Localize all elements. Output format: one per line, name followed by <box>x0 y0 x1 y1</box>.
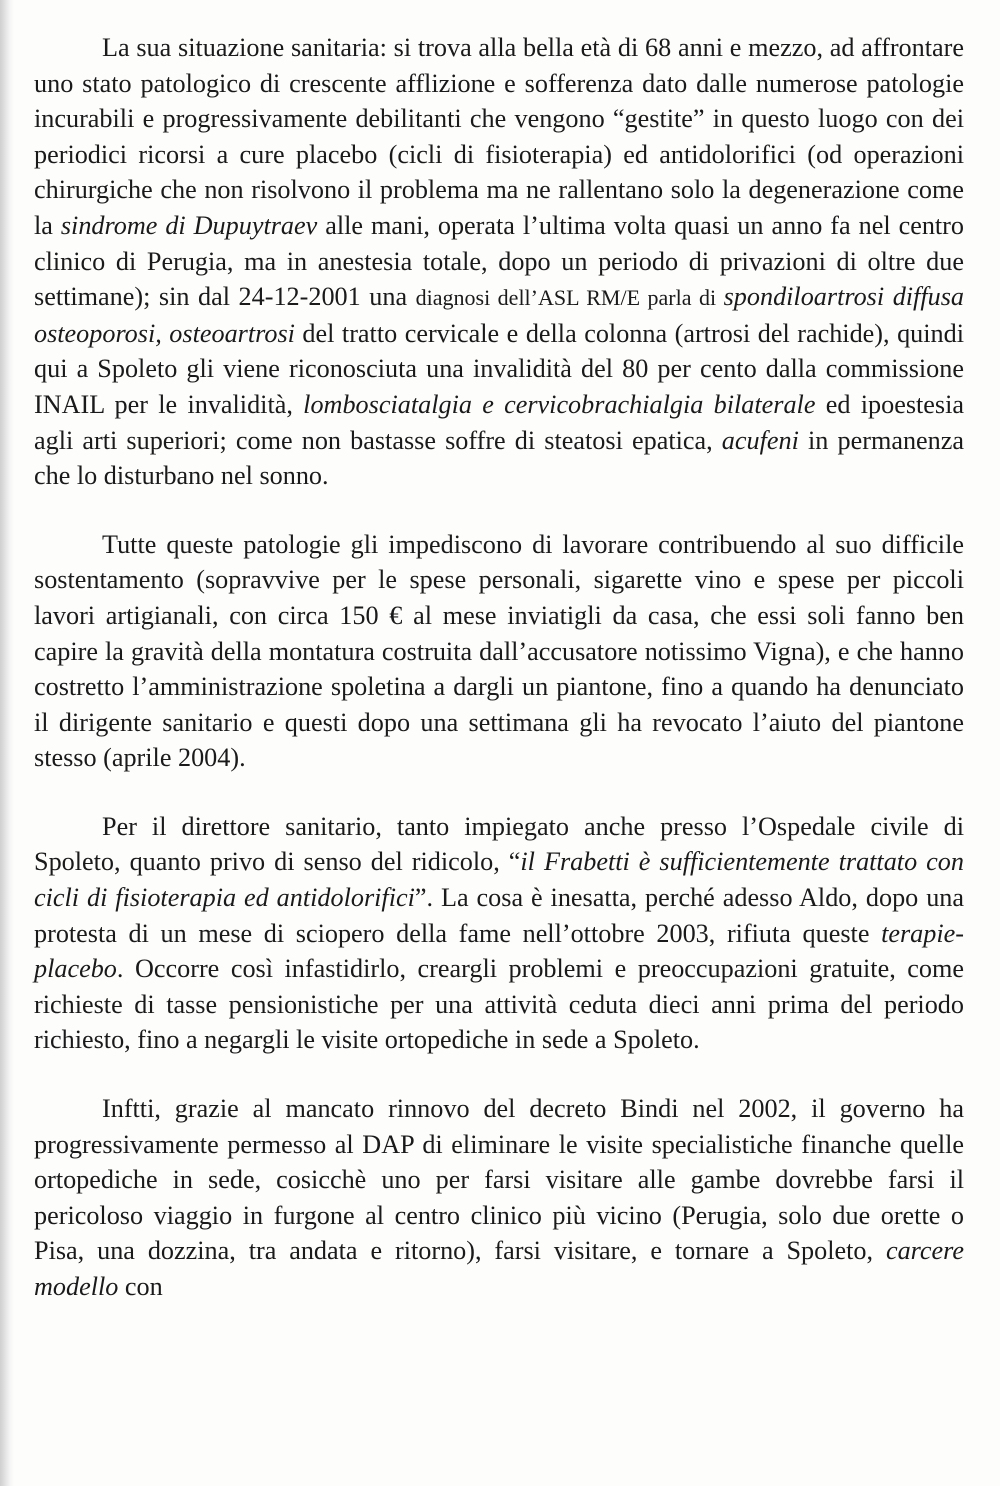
document-body <box>34 30 964 1305</box>
text-segment: . Occorre così infastidirlo, creargli problemi e preoccupazioni gratuite, come richieste di tasse pensionistiche per una attività ceduta dieci anni prima del periodo richiesto, fino a negargli le visite ortopediche in sede a Spoleto. <box>34 954 964 1055</box>
paragraph-medical-director <box>34 809 964 1058</box>
paragraph-pathologies <box>34 527 964 776</box>
text-segment: con <box>118 1272 163 1301</box>
paragraph-health-situation <box>34 30 964 494</box>
text-segment-italic: spondiloartrosi diffusa osteoporosi, osteoartrosi <box>34 282 964 348</box>
text-segment-italic: carcere modello <box>34 1236 964 1301</box>
text-segment-italic: terapie-placebo <box>34 918 964 984</box>
scan-shadow-edge <box>0 0 14 1486</box>
text-segment-italic: lombosciatalgia e cervicobrachialgia bilaterale <box>303 389 816 419</box>
text-segment-italic: acufeni <box>721 425 799 455</box>
text-segment: del tratto cervicale e della colonna (artrosi del rachide), quindi qui a Spoleto gli viene riconosciuta una invalidità del 80 per cento dalla commissione INAIL per le invalidità, <box>34 318 964 419</box>
text-segment-small: diagnosi dell’ASL RM/E parla di <box>415 285 724 311</box>
text-segment-italic: il Frabetti è sufficientemente trattato con cicli di fisioterapia ed antidolorifici <box>34 847 964 913</box>
text-segment: in permanenza che lo disturbano nel sonno. <box>34 425 964 491</box>
text-segment-italic: sindrome di Dupuytraev <box>60 210 318 240</box>
text-segment: Inftti, grazie al mancato rinnovo del decreto Bindi nel 2002, il governo ha progressivamente permesso al DAP di eliminare le visite specialistiche finanche quelle ortopediche in sede, cosicchè uno per farsi visitare alle gambe dovrebbe farsi il pericoloso viaggio in furgone al centro clinico più vicino (Perugia, solo due orette o Pisa, una dozzina, tra andata e ritorno), farsi visitare, e tornare a Spoleto, <box>34 1094 964 1266</box>
text-segment: ed ipoestesia agli arti superiori; come non bastasse soffre di steatosi epatica, <box>34 389 964 455</box>
text-segment: alle mani, operata l’ultima volta quasi un anno fa nel centro clinico di Perugia, ma in anestesia totale, dopo un periodo di privazioni di oltre due settimane); sin dal 24-12-2001 una <box>34 210 964 312</box>
text-segment: ”. La cosa è inesatta, perché adesso Aldo, dopo una protesta di un mese di sciopero della fame nell’ottobre 2003, rifiuta queste <box>34 883 964 948</box>
text-segment: La sua situazione sanitaria: si trova alla bella età di 68 anni e mezzo, ad affrontare uno stato patologico di crescente afflizione e sofferenza dato dalle numerose patologie incurabili e progressivamente debilitanti che vengono “gestite” in questo luogo con dei periodici ricorsi a cure placebo (cicli di fisioterapia) ed antidolorifici (od operazioni chirurgiche che non risolvono il problema ma ne rallentano solo la degenerazione come la <box>34 33 964 240</box>
paragraph-bindi-decree <box>34 1091 964 1305</box>
text-segment: Tutte queste patologie gli impediscono di lavorare contribuendo al suo difficile sostentamento (sopravvive per le spese personali, sigarette vino e spese per piccoli lavori artigianali, con circa 150 € al mese inviatigli da casa, che essi soli fanno ben capire la gravità della montatura costruita dall’accusatore notissimo Vigna), e che hanno costretto l’amministrazione spoletina a dargli un piantone, fino a quando ha denunciato il dirigente sanitario e questi dopo una settimana gli ha revocato l’aiuto del piantone stesso (aprile 2004). <box>34 529 964 773</box>
text-segment: Per il direttore sanitario, tanto impiegato anche presso l’Ospedale civile di Spoleto, quanto privo di senso del ridicolo, “ <box>34 811 964 877</box>
